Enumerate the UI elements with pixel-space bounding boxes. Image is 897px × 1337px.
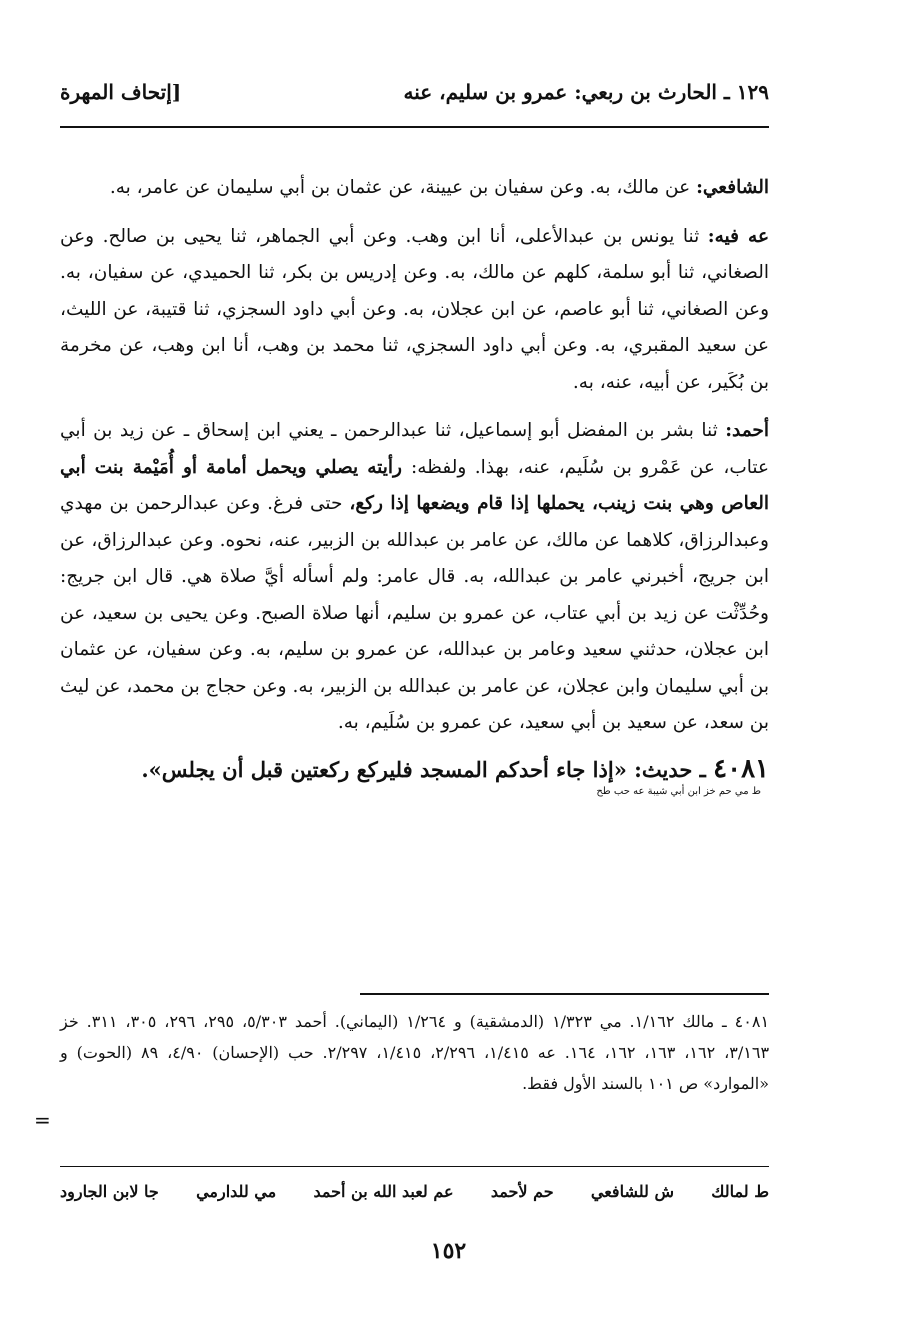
sigla-divider [60, 1166, 769, 1167]
sigla-item: جا لابن الجارود [60, 1182, 159, 1201]
sigla-item: عم لعبد الله بن أحمد [313, 1182, 454, 1201]
hadith-sigla: ط مي حم خز ابن أبي شيبة عه حب طح [596, 785, 761, 797]
sigla-item: مي للدارمي [196, 1182, 277, 1201]
paragraph-text: عن مالك، به. وعن سفيان بن عيينة، عن عثمان بن أبي سليمان عن عامر، به. [109, 177, 697, 198]
paragraph-text-rest: حتى فرغ. وعن عبدالرحمن بن مهدي وعبدالرزاق، كلاهما عن مالك، عن عامر بن عبدالله بن الزبير، عنه، نحوه. وعن عبدالرزاق، عن ابن جريج، أخبرني عامر بن عبدالله، به. قال عامر: ولم أسأله أيَّ صلاة هي. قال ابن جريج: وحُدِّثْت عن زيد بن أبي عتاب، عن عمرو بن سليم، أنها صلاة الصبح. وعن يحيى بن سعيد، عن ابن عجلان، حدثني سعيد وعامر بن عبدالله، عن عمرو بن سليم، به. وعن سفيان، عن عثمان بن أبي سليمان وابن عجلان، عن عامر بن عبدالله بن الزبير، به. وعن حجاج بن محمد، عن ليث بن سعد، عن سعيد بن أبي سعيد، عن عمرو بن سُلَيم، به. [60, 493, 769, 733]
hadith-label: ـ حديث: [626, 756, 714, 782]
paragraph-shafii [60, 170, 769, 207]
header-divider [60, 126, 769, 128]
main-text [60, 170, 769, 799]
paragraph-text: ثنا بشر بن المفضل أبو إسماعيل، ثنا عبدالرحمن ـ يعني ابن إسحاق ـ عن زيد بن أبي عتاب، عن عَمْرو بن سُلَيم، عنه، بهذا. ولفظه: [60, 420, 769, 478]
book-title: [إتحاف المهرة [60, 80, 182, 104]
paragraph-abu-awana [60, 219, 769, 402]
sigla-item: ش للشافعي [590, 1182, 674, 1201]
paragraph-text: ثنا يونس بن عبدالأعلى، أنا ابن وهب. وعن أبي الجماهر، ثنا يحيى بن صالح. وعن الصغاني، ثنا أبو سلمة، كلهم عن مالك، به. وعن إدريس بن بكر، ثنا الحميدي، عن سفيان، به. وعن الصغاني، ثنا أبو عاصم، عن ابن عجلان، به. وعن أبي داود السجزي، ثنا قتيبة، عن الليث، عن سعيد المقبري، به. وعن أبي داود السجزي، ثنا محمد بن وهب، أنا ابن وهب، عن مخرمة بن بُكَير، عن أبيه، عنه، به. [60, 225, 769, 393]
hadith-number: ٤٠٨١ [713, 753, 769, 784]
hadith-quote: رأيته يصلي ويحمل أمامة أو أُمَيْمة بنت أبي العاص وهي بنت زينب، يحملها إذا قام ويضعها إذا ركع، [60, 456, 769, 514]
sigla-item: حم لأحمد [490, 1182, 554, 1201]
source-lead: عه فيه: [707, 225, 769, 247]
source-lead: الشافعي: [696, 177, 769, 198]
source-lead: أحمد: [725, 420, 769, 441]
paragraph-ahmad [60, 413, 769, 742]
hadith-entry [60, 754, 769, 799]
sigla-item: ط لمالك [711, 1182, 769, 1201]
footnote-divider [360, 993, 769, 995]
running-header [60, 80, 769, 114]
sigla-legend [60, 1182, 769, 1201]
page-number: ١٥٢ [430, 1238, 467, 1264]
continuation-mark: = [34, 1108, 51, 1132]
footnote: ٤٠٨١ ـ مالك ١/١٦٢. مي ١/٣٢٣ (الدمشقية) و ١/٢٦٤ (اليماني). أحمد ٥/٣٠٣، ٢٩٥، ٢٩٦، ٣٠٥، ٣١١. خز ٣/١٦٣، ١٦٢، ١٦٣، ١٦٢، ١٦٤. عه ١/٤١٥، ٢/٢٩٦، ١/٤١٥، ٢/٢٩٧. حب (الإحسان) ٤/٩٠، ٨٩ (الحوت) و «الموارد» ص ١٠١ بالسند الأول فقط. [60, 1012, 770, 1093]
hadith-text: «إذا جاء أحدكم المسجد فليركع ركعتين قبل أن يجلس». [141, 756, 627, 782]
chapter-title: ١٢٩ ـ الحارث بن ربعي: عمرو بن سليم، عنه [403, 80, 769, 104]
